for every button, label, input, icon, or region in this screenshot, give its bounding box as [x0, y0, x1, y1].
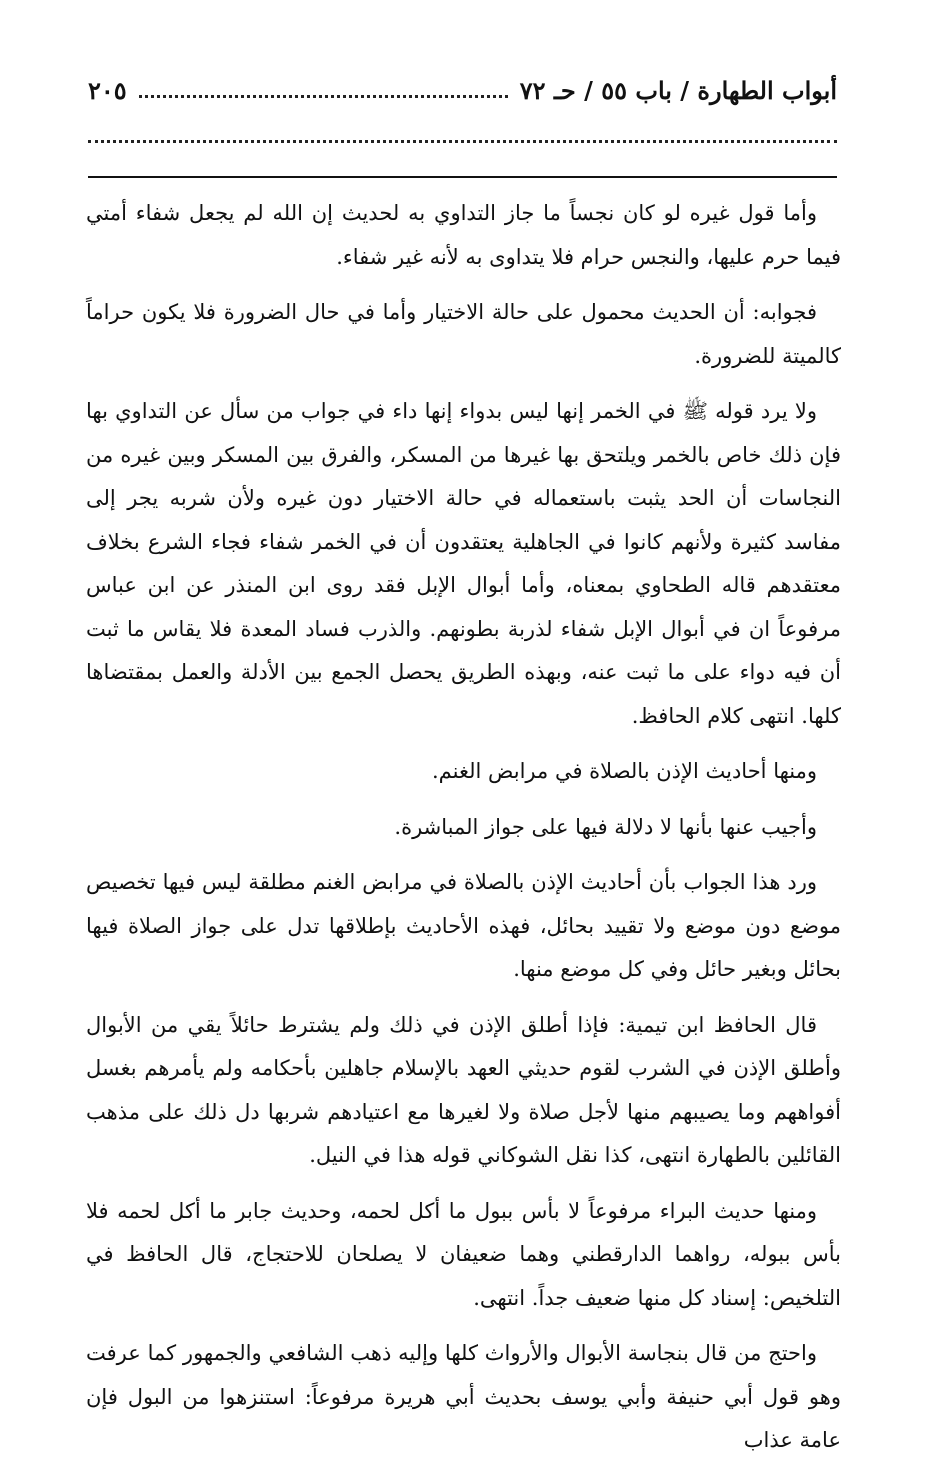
- header-title: أبواب الطهارة / باب ٥٥ / حـ ٧٢: [519, 75, 837, 105]
- paragraph: ومنها أحاديث الإذن بالصلاة في مرابض الغنم.: [432, 759, 817, 783]
- header-rule: [88, 176, 837, 178]
- paragraph: واحتج من قال بنجاسة الأبوال والأرواث كلها وإليه ذهب الشافعي والجمهور كما عرفت وهو قول أبي حنيفة وأبي يوسف بحديث أبي هريرة مرفوعاً: استنزهوا من البول فإن عامة عذاب: [86, 1341, 841, 1452]
- paragraph: فجوابه: أن الحديث محمول على حالة الاختيار وأما في حال الضرورة فلا يكون حراماً كالميتة للضرورة.: [86, 300, 841, 368]
- paragraph: ولا يرد قوله ﷺ في الخمر إنها ليس بدواء إنها داء في جواب من سأل عن التداوي بها فإن ذلك خاص بالخمر ويلتحق بها غيرها من المسكر، والفرق بين المسكر وبين غيره من النجاسات أن الحد يثبت باستعماله في حالة الاختيار دون غيره ولأن شربه يجر إلى مفاسد كثيرة ولأنهم كانوا في الجاهلية يعتقدون أن في الخمر شفاء فجاء الشرع بخلاف معتقدهم قاله الطحاوي بمعناه، وأما أبوال الإبل فقد روى ابن المنذر عن ابن عباس مرفوعاً ان في أبوال الإبل شفاء لذربة بطونهم. والذرب فساد المعدة فلا يقاس ما ثبت أن فيه دواء على ما ثبت عنه، وبهذه الطريق يحصل الجمع بين الأدلة والعمل بمقتضاها كلها. انتهى كلام الحافظ.: [86, 399, 841, 728]
- paragraph: ومنها حديث البراء مرفوعاً لا بأس ببول ما أكل لحمه، وحديث جابر ما أكل لحمه فلا بأس ببوله، رواهما الدارقطني وهما ضعيفان لا يصلحان للاحتجاج، قال الحافظ في التلخيص: إسناد كل منها ضعيف جداً. انتهى.: [86, 1198, 841, 1310]
- paragraph: وأجيب عنها بأنها لا دلالة فيها على جواز المباشرة.: [394, 814, 817, 839]
- page-number: ٢٠٥: [88, 75, 127, 105]
- paragraph: قال الحافظ ابن تيمية: فإذا أطلق الإذن في ذلك ولم يشترط حائلاً يقي من الأبوال وأطلق الإذن في الشرب لقوم حديثي العهد بالإسلام جاهلين بأحكامه ولم يأمرهم بغسل أفواههم وما يصيبهم منها لأجل صلاة ولا لغيرها مع اعتيادهم شربها دل ذلك على مذهب القائلين بالطهارة انتهى، كذا نقل الشوكاني قوله هذا في النيل.: [86, 1012, 841, 1167]
- dotted-divider: [88, 140, 837, 143]
- paragraph: ورد هذا الجواب بأن أحاديث الإذن بالصلاة في مرابض الغنم مطلقة ليس فيها تخصيص موضع دون موضع ولا تقييد بحائل، فهذه الأحاديث بإطلاقها تدل على جواز الصلاة فيها بحائل وبغير حائل وفي كل موضع منها.: [86, 870, 841, 981]
- body-text: [86, 192, 841, 1475]
- header-dot-leader: [139, 95, 508, 98]
- running-header: [88, 72, 837, 108]
- paragraph: وأما قول غيره لو كان نجساً ما جاز التداوي به لحديث إن الله لم يجعل شفاء أمتي فيما حرم عليها، والنجس حرام فلا يتداوى به لأنه غير شفاء.: [86, 201, 841, 269]
